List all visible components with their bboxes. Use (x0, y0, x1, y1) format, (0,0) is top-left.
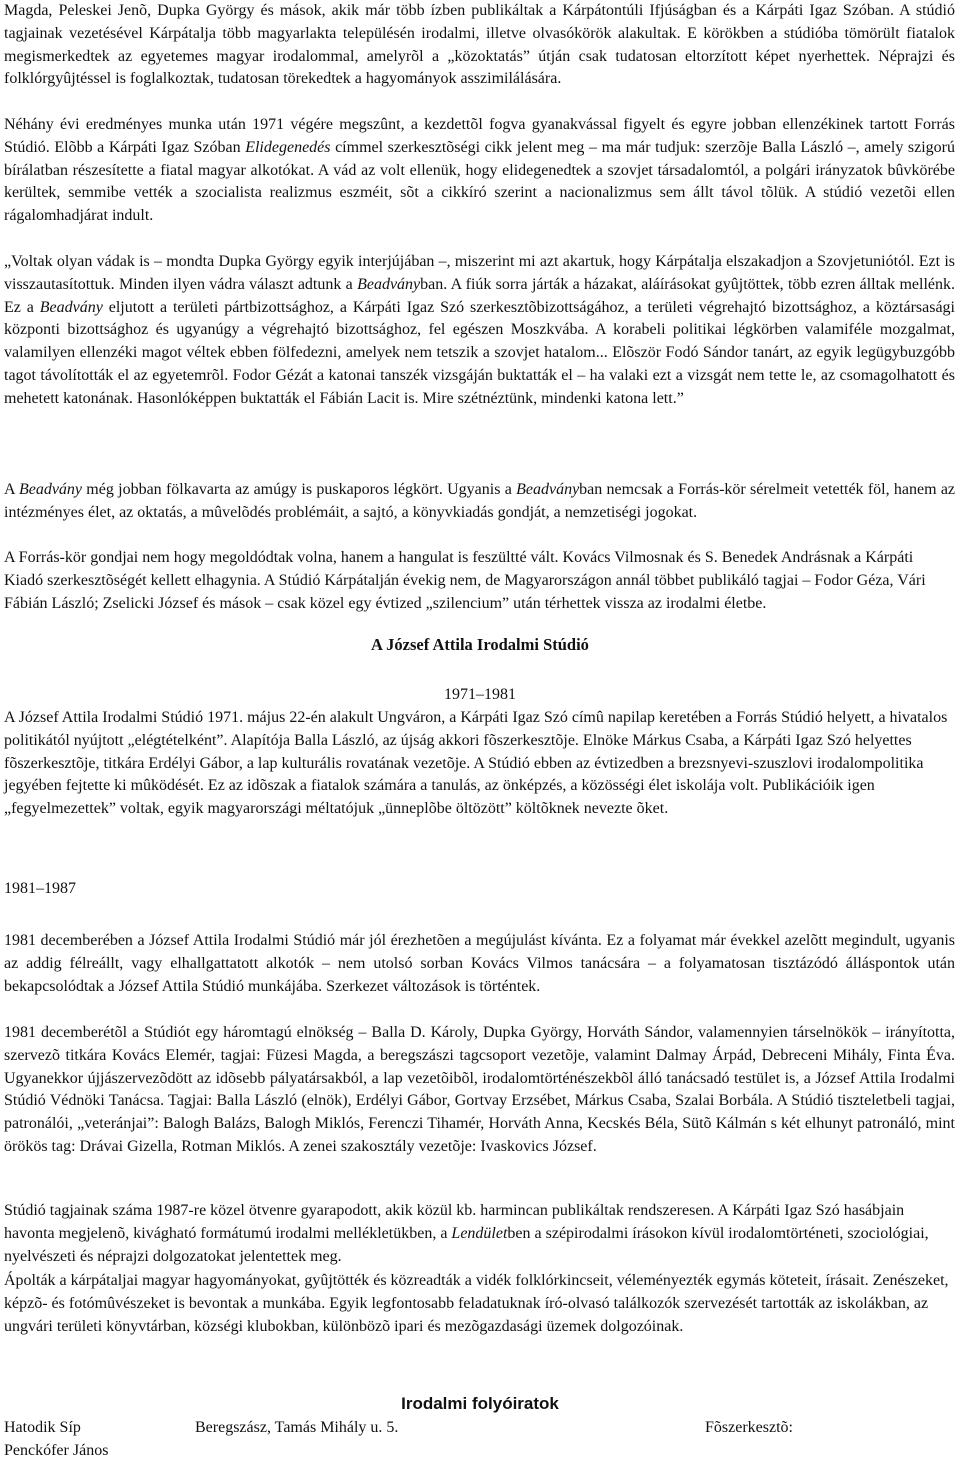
paragraph-beadvany: A Beadvány még jobban fölkavarta az amúgy is puskaporos légkört. Ugyanis a Beadványban nemcsak a Forrás-kör sérelmeit vetették föl, hanem az intézményes élet, az oktatás, a mûvelõdés problémáit, a sajtó, a könyvkiadás gondját, a nemzetiségi jogokat. (4, 481, 956, 521)
journal-editor: Penckófer János (4, 1442, 109, 1459)
journal-address: Beregszász, Tamás Mihály u. 5. (195, 1419, 399, 1436)
period-heading-1981-1987: 1981–1987 (4, 880, 76, 897)
journal-name: Hatodik Síp (4, 1419, 81, 1436)
paragraph-leadership: 1981 decemberétõl a Stúdiót egy háromtagú elnökség – Balla D. Károly, Dupka György, Horváth Sándor, valamennyien társelnökök – irányította, szervezõ titkára Kovács Elemér, tagjai: Füzesi Magda, a beregszászi tagcsoport vezetõje, valamint Dalmay Árpád, Debreceni Mihály, Finta Éva. Ugyanekkor újjászervezõdött az idõsebb pályatársakból, a lap vezetõibõl, irodalomtörténészekbõl álló tanácsadó testület is, a József Attila Irodalmi Stúdió Védnöki Tanácsa. Tagjai: Balla László (elnök), Erdélyi Gábor, Gortvay Erzsébet, Márkus Csaba, Szalai Borbála. A Stúdió tiszteletbeli tagjai, patronálói, „veteránjai”: Balogh Balázs, Balogh Miklós, Ferenczi Tihamér, Horváth Anna, Kecskés Béla, Sütõ Kálmán s két elhunyt patronáló, mint örökös tag: Drávai Gizella, Rotman Miklós. A zenei szakosztály vezetõje: Ivaskovics József. (4, 1024, 955, 1155)
section2-title: Irodalmi folyóiratok (401, 1394, 559, 1413)
paragraph-1971-1981: A József Attila Irodalmi Stúdió 1971. május 22-én alakult Ungváron, a Kárpáti Igaz Szó címû napilap keretében a Forrás Stúdió helyett, a hivatalos politikától nyújtott „elégtételként”. Alapítója Balla László, az újság akkori fõszerkesztõje. Elnöke Márkus Csaba, a Kárpáti Igaz Szó helyettes fõszerkesztõje, titkára Erdélyi Gábor, a lap kulturális rovatának vezetõje. A Stúdió ebben az évtizedben a brezsnyevi-szuszlovi irodalompolitika jegyében fejtette ki mûködését. Ez az idõszak a fiatalok számára a tanulás, az önképzés, a közösségi élet iskolája volt. Publikációik igen „fegyelmezettek” voltak, egyik magyarországi méltatójuk „ünneplõbe öltözött” költõknek nevezte õket. (4, 709, 948, 818)
paragraph-forras-circles: Magda, Peleskei Jenõ, Dupka György és mások, akik már több ízben publikáltak a Kárpátontúli Ifjúságban és a Kárpáti Igaz Szóban. A stúdió tagjainak vezetésével Kárpátalja több magyarlakta településén irodalmi, illetve olvasókörök alakultak. E körökben a stúdióba tömörült fiatalok megismerkedtek az egyetemes magyar irodalommal, amelyrõl a „közoktatás” útján csak tudatosan eltorzított képet nyerhettek. Néprajzi és folklórgyûjtéssel is foglalkoztak, tudatosan törekedtek a hagyományok asszimilálására. (4, 2, 955, 88)
journal-role-label: Fõszerkesztõ: (705, 1419, 793, 1436)
section-title: A József Attila Irodalmi Stúdió (371, 635, 589, 654)
paragraph-forras-consequences: A Forrás-kör gondjai nem hogy megoldódtak volna, hanem a hangulat is feszültté vált. Kovács Vilmosnak és S. Benedek Andrásnak a Kárpáti Kiadó szerkesztõségét kellett elhagynia. A Stúdió Kárpátalján évekig nem, de Magyarországon annál többet publikáló tagjai – Fodor Géza, Vári Fábián László; Zselicki József és mások – csak közel egy évtized „szilencium” után térhettek vissza az irodalmi életbe. (4, 549, 926, 612)
period-heading-1971-1981: 1971–1981 (444, 686, 516, 703)
paragraph-members: Stúdió tagjainak száma 1987-re közel ötvenre gyarapodott, akik közül kb. harmincan publikáltak rendszeresen. A Kárpáti Igaz Szó hasábjain havonta megjelenõ, kivágható formátumú irodalmi mellékletükben, a Lendületben a szépirodalmi írásokon kívül irodalomtörténeti, szociológiai, nyelvészeti és néprajzi dolgozatokat jelentettek meg. (4, 1202, 929, 1265)
paragraph-traditions: Ápolták a kárpátaljai magyar hagyományokat, gyûjtötték és közreadták a vidék folklórkincseit, véleményezték egymás köteteit, írásait. Zenészeket, képzõ- és fotómûvészeket is bevontak a munkába. Egyik legfontosabb feladatuknak író-olvasó találkozók szervezését tartották az iskolákban, az ungvári területi könyvtárban, községi klubokban, különbözõ ipari és mezõgazdasági üzemek dolgozóinak. (4, 1272, 949, 1335)
paragraph-dupka-quote: „Voltak olyan vádak is – mondta Dupka György egyik interjújában –, miszerint mi azt akartuk, hogy Kárpátalja elszakadjon a Szovjetuniótól. Ezt is visszautasítottuk. Minden ilyen vádra választ adtunk a Beadványban. A fiúk sorra járták a házakat, aláírásokat gyûjtöttek, több ezren álltak mellénk. Ez a Beadvány eljutott a területi pártbizottsághoz, a Kárpáti Igaz Szó szerkesztõbizottságához, a területi végrehajtó bizottsághoz, a köztársasági központi bizottsághoz és ugyanúgy a végrehajtó bizottsághoz, fel egészen Moszkvába. A korabeli politikai légkörben valamiféle mozgalmat, valamilyen ellenzéki magot véltek ebben fölfedezni, amelyek nem tetszik a szovjet hatalom... Elõször Fodó Sándor tanárt, az egyik legügybuzgóbb tagot távolították el az egyetemrõl. Fodor Gézát a katonai tanszék vizsgáján buktatták el – ha valaki ezt a vizsgát nem tette le, az csomagolhatott és mehetett katonának. Hasonlóképpen buktatták el Fábián Lacit is. Mire szétnéztünk, mindenki katona lett.” (4, 253, 955, 407)
paragraph-forras-end: Néhány évi eredményes munka után 1971 végére megszûnt, a kezdettõl fogva gyanakvással figyelt és egyre jobban ellenzékinek tartott Forrás Stúdió. Elõbb a Kárpáti Igaz Szóban Elidegenedés címmel szerkesztõségi cikk jelent meg – ma már tudjuk: szerzõje Balla László –, amely szigorú bírálatban részesítette a fiatal magyar alkotókat. A vád az volt ellenük, hogy elidegenedtek a szovjet társadalomtól, a polgári irányzatok bûvkörébe kerültek, semmibe vették a szocialista realizmus eszméit, sõt a cikkíró szerint a nacionalizmus sem állt távol tõlük. A stúdió vezetõi ellen rágalomhadjárat indult. (4, 116, 956, 225)
paragraph-renewal: 1981 decemberében a József Attila Irodalmi Stúdió már jól érezhetõen a megújulást kívánta. Ez a folyamat már évekkel azelõtt megindult, ugyanis az addig félreállt, vagy elhallgattatott alkotók – nem utolsó sorban Kovács Vilmos tanácsára – a folyamatosan tisztázódó álláspontok után bekapcsolódtak a József Attila Stúdió munkájába. Szerkezet változások is történtek. (4, 932, 955, 995)
